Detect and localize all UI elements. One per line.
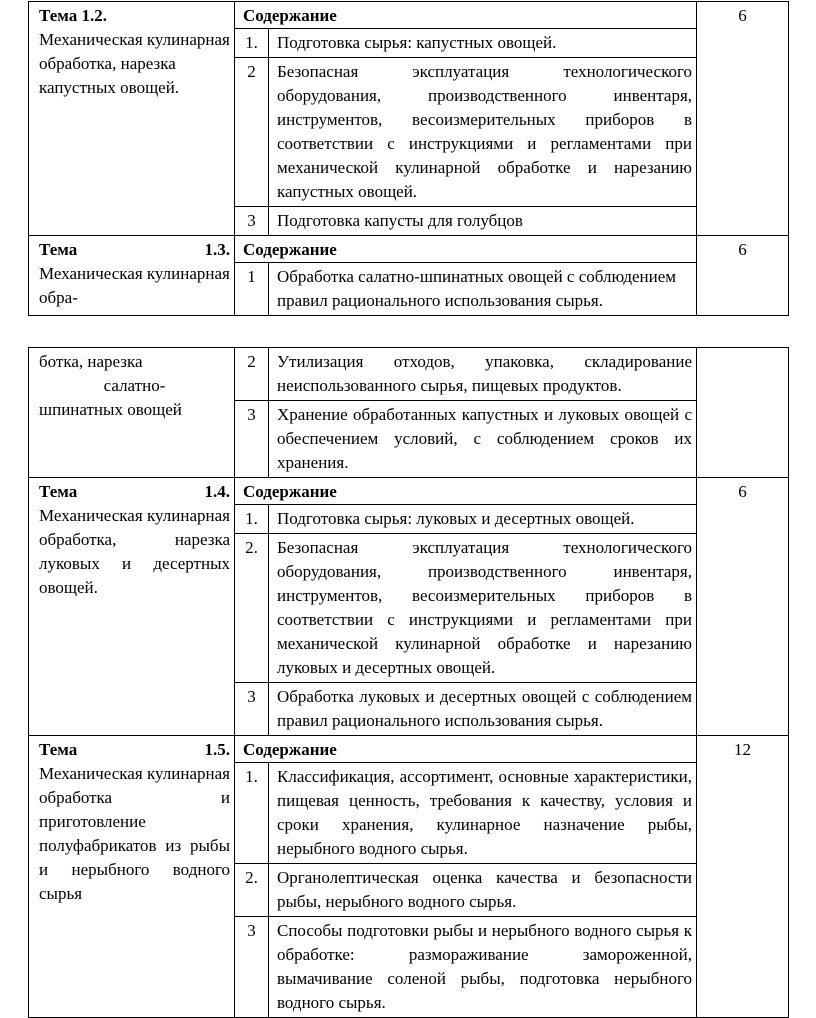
table-row [29,736,789,763]
hours-cell: 6 [697,478,789,736]
item-number: 3 [235,683,269,736]
topic-title-word: Тема [39,740,78,759]
item-number: 2 [235,348,269,401]
item-text: Подготовка сырья: капустных овощей. [269,29,697,58]
item-number: 1. [235,505,269,534]
content-header: Содержание [235,478,697,505]
topic-description: Механическая кулинарная обработка, нарезка луковых и десертных овощей. [39,506,230,597]
hours-cell [697,348,789,478]
item-text: Хранение обработанных капустных и луковых овощей с обеспечением условий, с соблюдением сроков их хранения. [269,401,697,478]
topic-continuation-line: ботка, нарезка [39,352,143,371]
content-header: Содержание [235,2,697,29]
item-text: Обработка салатно-шпинатных овощей с соблюдением правил рационального использования сырья. [269,263,697,316]
table-row [29,236,789,263]
topic-cell-1-4 [29,478,235,736]
item-text: Утилизация отходов, упаковка, складирование неиспользованного сырья, пищевых продуктов. [269,348,697,401]
item-number: 3 [235,207,269,236]
item-number: 2. [235,864,269,917]
item-text: Безопасная эксплуатация технологического оборудования, производственного инвентаря, инструментов, весоизмерительных приборов в соответствии с инструкциями и регламентами при механической кулинарной обработке и нарезанию капустных овощей. [269,58,697,207]
hours-cell: 6 [697,236,789,316]
content-header: Содержание [235,736,697,763]
topic-continuation-line: шпинатных овощей [39,400,182,419]
topic-title-number: 1.4. [204,482,230,501]
table-row [29,478,789,505]
topic-title-word: Тема [39,240,78,259]
item-number: 2. [235,534,269,683]
topic-description: Механическая кулинарная обработка и приготовление полуфабрикатов из рыбы и нерыбного водного сырья [39,764,230,903]
topic-title [39,238,230,262]
item-text: Способы подготовки рыбы и нерыбного водного сырья к обработке: размораживание замороженной, вымачивание соленой рыбы, подготовка нерыбного водного сырья. [269,917,697,1018]
topic-cell-1-2 [29,2,235,236]
topic-title: Тема 1.2. [39,6,107,25]
content-header: Содержание [235,236,697,263]
topic-title-number: 1.5. [204,740,230,759]
topic-title-number: 1.3. [204,240,230,259]
item-number: 1 [235,263,269,316]
topic-continuation-line: салатно- [103,376,166,395]
topic-cell-continuation [29,348,235,478]
curriculum-table-part-1 [28,1,789,316]
topic-title [39,480,230,504]
item-text: Подготовка капусты для голубцов [269,207,697,236]
topic-cell-1-5 [29,736,235,1018]
table-row [29,348,789,401]
hours-cell: 12 [697,736,789,1018]
item-text: Подготовка сырья: луковых и десертных овощей. [269,505,697,534]
item-number: 1. [235,29,269,58]
topic-cell-1-3 [29,236,235,316]
curriculum-table-part-2 [28,347,789,1018]
item-number: 1. [235,763,269,864]
topic-title [39,738,230,762]
item-text: Безопасная эксплуатация технологического оборудования, производственного инвентаря, инструментов, весоизмерительных приборов в соответствии с инструкциями и регламентами при механической кулинарной обработке и нарезанию луковых и десертных овощей. [269,534,697,683]
item-number: 2 [235,58,269,207]
table-row [29,2,789,29]
hours-cell: 6 [697,2,789,236]
item-text: Классификация, ассортимент, основные характеристики, пищевая ценность, требования к качеству, условия и сроки хранения, кулинарное назначение рыбы, нерыбного водного сырья. [269,763,697,864]
topic-description: Механическая кулинарная обра- [39,264,230,307]
topic-description: Механическая кулинарная обработка, нарезка капустных овощей. [39,30,230,97]
topic-title-word: Тема [39,482,78,501]
item-number: 3 [235,401,269,478]
item-number: 3 [235,917,269,1018]
item-text: Органолептическая оценка качества и безопасности рыбы, нерыбного водного сырья. [269,864,697,917]
item-text: Обработка луковых и десертных овощей с соблюдением правил рационального использования сырья. [269,683,697,736]
